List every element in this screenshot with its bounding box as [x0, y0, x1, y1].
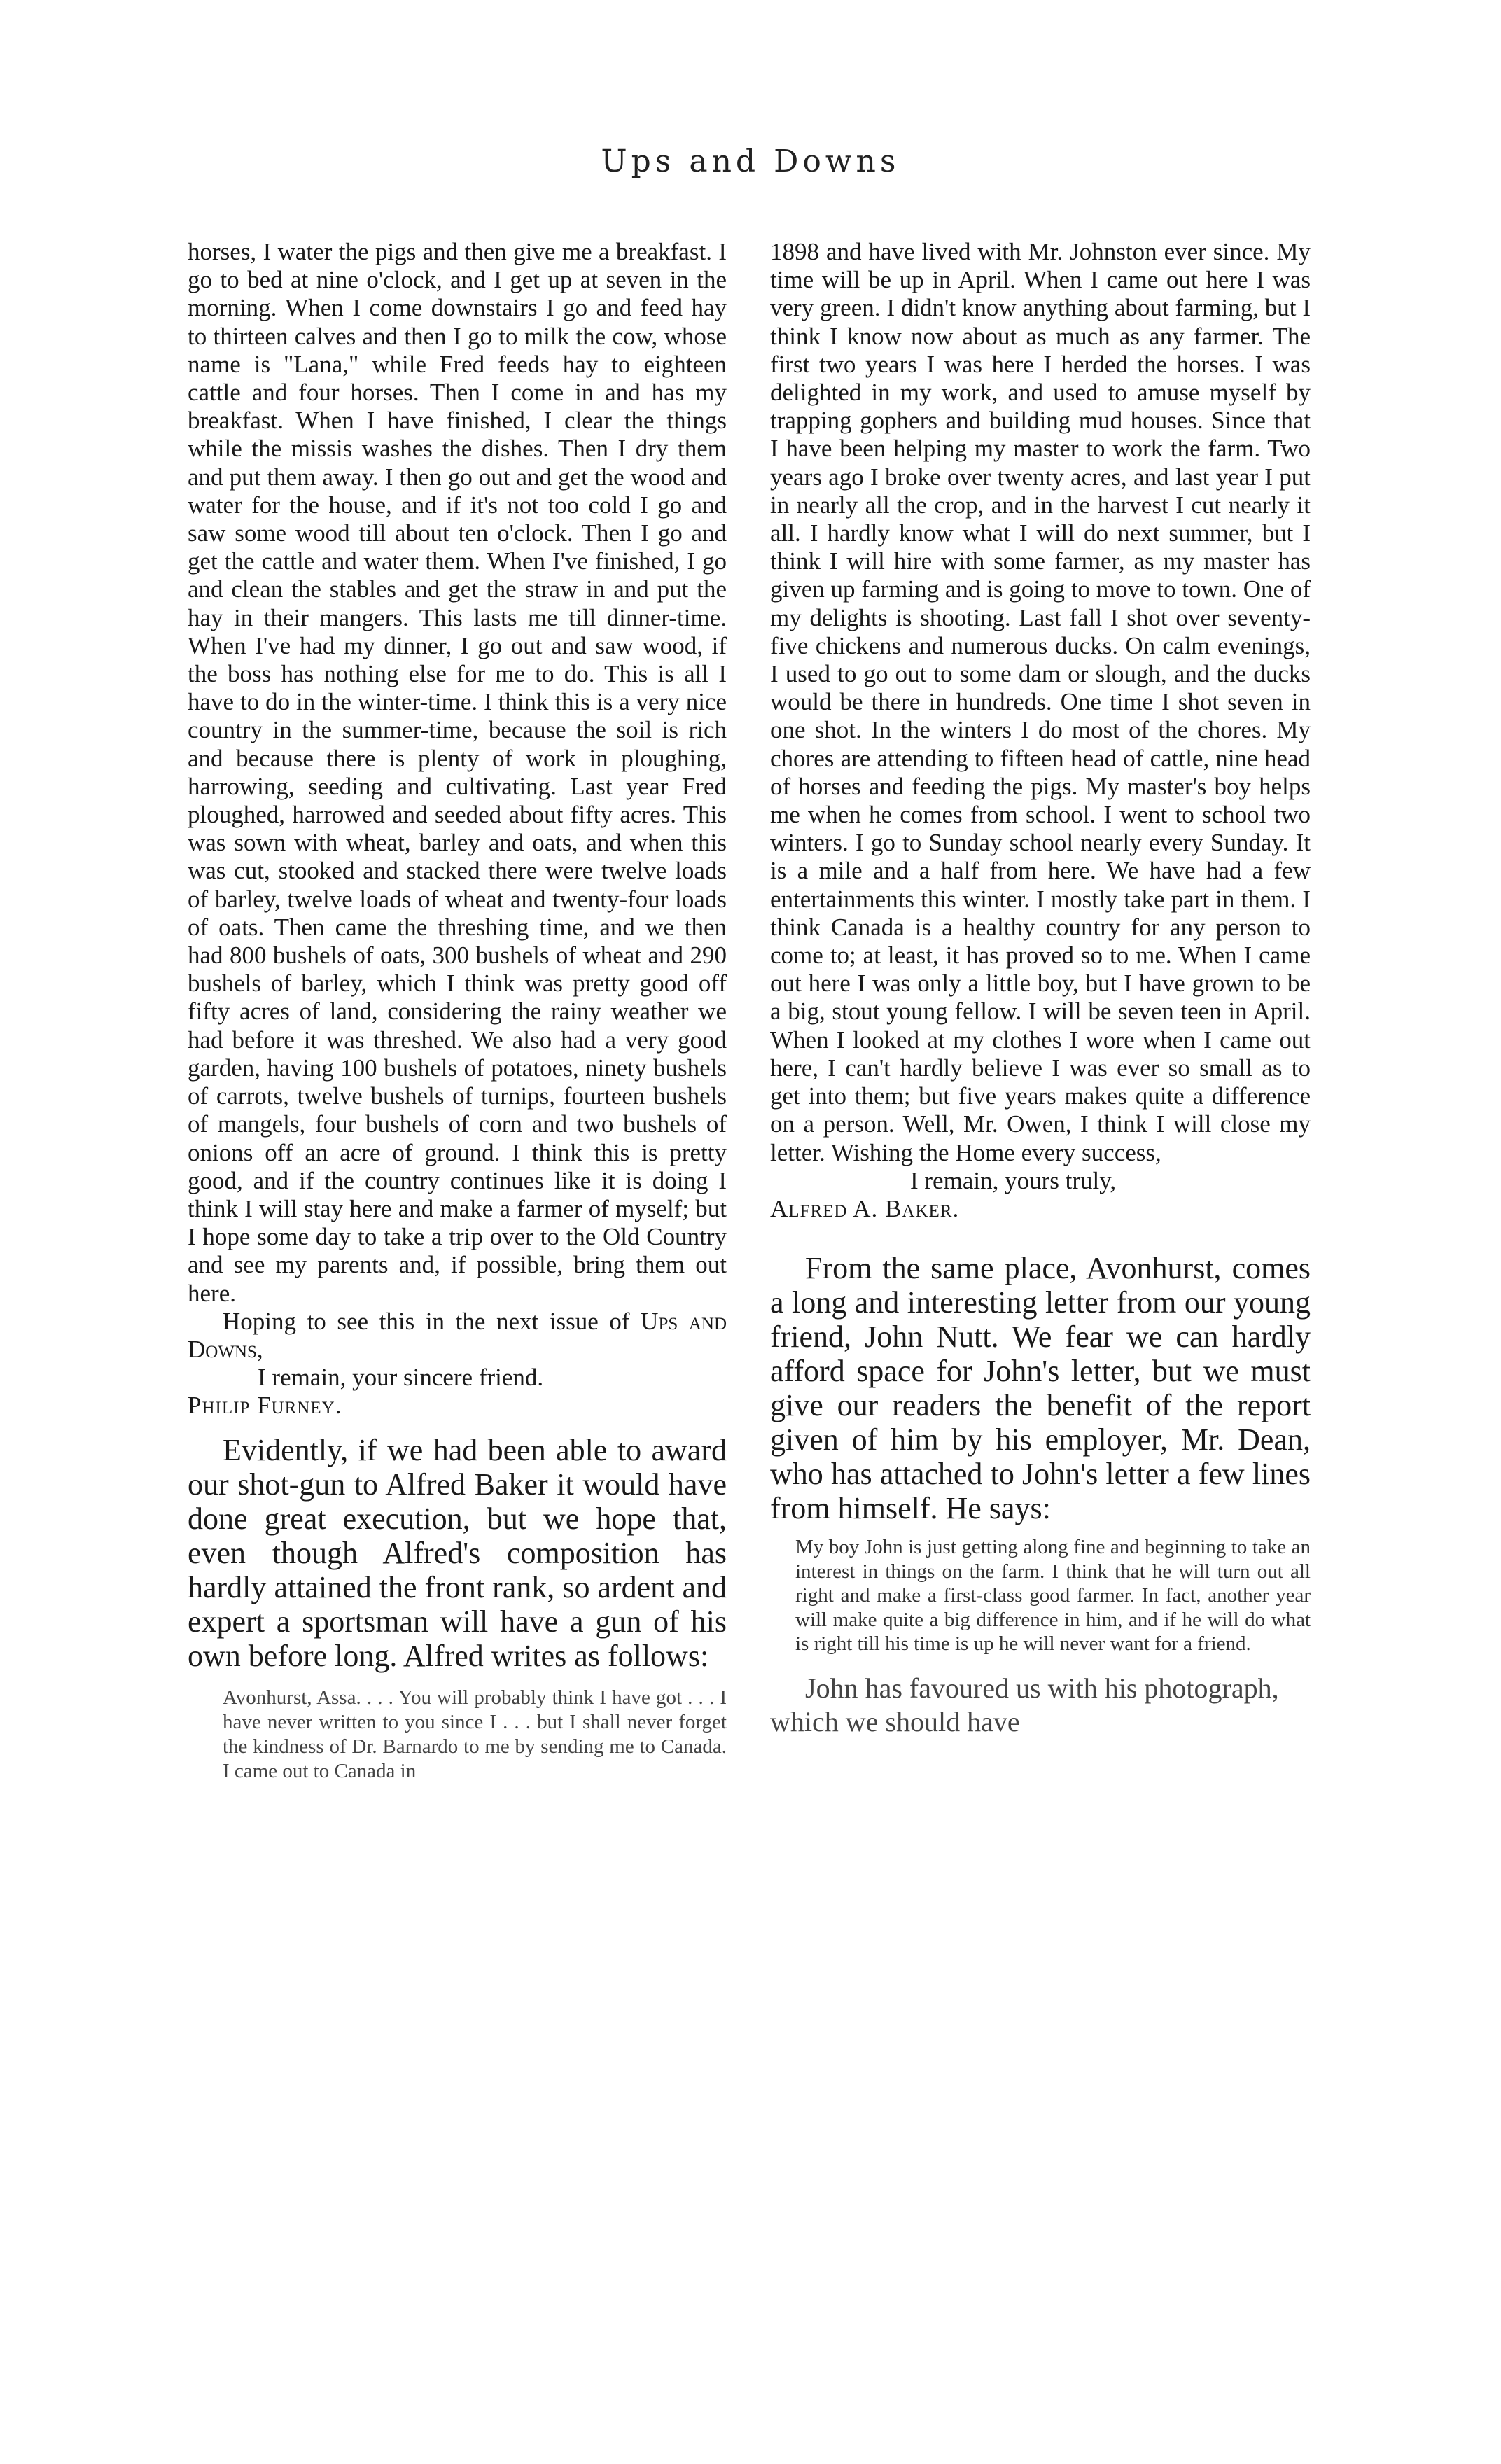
furney-closing — [188, 1308, 727, 1364]
baker-signoff: I remain, yours truly, — [910, 1166, 1117, 1194]
baker-letter-start: Avonhurst, Assa. . . . You will probably think I have got . . . I have never written to you since I . . . but I shall never forget the kindness of Dr. Barnardo to me by sending me to Canada. I came out to Canada in — [223, 1686, 727, 1782]
furney-letter-body: horses, I water the pigs and then give me a breakfast. I go to bed at nine o'clock, and I get up at seven in the morning. When I come downstairs I go and feed hay to thirteen calves and then I go to milk the cow, whose name is "Lana," while Fred feeds hay to eighteen cattle and four horses. Then I come in and has my breakfast. When I have finished, I clear the things while the missis washes the dishes. Then I dry them and put them away. I then go out and get the wood and water for the house, and if it's not too cold I go and saw some wood till about ten o'clock. Then I go and get the cattle and water them. When I've finished, I go and clean the stables and get the straw in and put the hay in their mangers. This lasts me till dinner-time. When I've had my dinner, I go out and saw wood, if the boss has nothing else for me to do. This is all I have to do in the winter-time. I think this is a very nice country in the summer-time, because the soil is rich and because there is plenty of work in ploughing, harrowing, seeding and cultivating. Last year Fred ploughed, harrowed and seeded about fifty acres. This was sown with wheat, barley and oats, and when this was cut, stooked and stacked there were twelve loads of barley, twelve loads of wheat and twenty-four loads of oats. Then came the threshing time, and we then had 800 bushels of oats, 300 bushels of wheat and 290 bushels of barley, which I think was pretty good off fifty acres of land, considering the rainy weather we had before it was threshed. We also had a very good garden, having 100 bushels of potatoes, ninety bushels of carrots, twelve bushels of turnips, fourteen bushels of mangels, four bushels of corn and two bushels of onions off an acre of ground. I think this is pretty good, and if the country continues like it is doing I think I will stay here and make a farmer of myself; but I hope some day to take a trip over to the Old Country and see my parents and, if possible, bring them out here. — [188, 238, 727, 1307]
nutt-editor-intro: From the same place, Avonhurst, comes a long and interesting letter from our young friend, John Nutt. We fear we can hardly afford space for John's letter, but we must give our readers the benefit of the report given of him by his employer, Mr. Dean, who has attached to John's letter a few lines from himself. He says: — [770, 1251, 1311, 1526]
furney-signoff: I remain, your sincere friend. — [258, 1364, 544, 1392]
left-column — [188, 238, 727, 1784]
right-column — [770, 238, 1311, 1739]
magazine-name: Ups and Downs, — [188, 1307, 727, 1363]
baker-letter-body: 1898 and have lived with Mr. Johnston ever since. My time will be up in April. When I came out here I was very green. I didn't know anything about farming, but I think I know now about as much as any farmer. The first two years I was here I herded the horses. I was delighted in my work, and used to amuse myself by trapping gophers and building mud houses. Since that I have been helping my master to work the farm. Two years ago I broke over twenty acres, and last year I put in nearly all the crop, and in the harvest I cut nearly it all. I hardly know what I will do next summer, but I think I will hire with some farmer, as my master has given up farming and is going to move to town. One of my delights is shooting. Last fall I shot over seventy-five chickens and numerous ducks. On calm evenings, I used to go out to some dam or slough, and the ducks would be there in hundreds. One time I shot seven in one shot. In the winters I do most of the chores. My chores are attending to fifteen head of cattle, nine head of horses and feeding the pigs. My master's boy helps me when he comes from school. I went to school two winters. I go to Sunday school nearly every Sunday. It is a mile and a half from here. We have had a few entertainments this winter. I mostly take part in them. I think Canada is a healthy country for any person to come to; at least, it has proved so to me. When I came out here I was only a little boy, but I have grown to be a big, stout young fellow. I will be seven teen in April. When I looked at my clothes I wore when I came out here, I can't hardly believe I was ever so small as to get into them; but five years makes quite a difference on a person. Well, Mr. Owen, I think I will close my letter. Wishing the Home every success, — [770, 238, 1311, 1166]
baker-signature: Alfred A. Baker. — [770, 1194, 960, 1222]
baker-editor-intro: Evidently, if we had been able to award our shot-gun to Alfred Baker it would have done great execution, but we hope that, even though Alfred's composition has hardly attained the front rank, so ardent and expert a sportsman will have a gun of his own before long. Alfred writes as follows: — [188, 1432, 727, 1673]
closing-text: Hoping to see this in the next issue of — [223, 1307, 630, 1335]
nutt-trailing-text: John has favoured us with his photograph, which we should have — [770, 1672, 1279, 1737]
page-header: Ups and Downs — [601, 144, 900, 179]
furney-signature: Philip Furney. — [188, 1392, 342, 1420]
employer-note: My boy John is just getting along fine and beginning to take an interest in things on the farm. I think that he will turn out all right and make a first-class good farmer. In fact, another year will make quite a big difference in him, and if he will do what is right till his time is up he will never want for a friend. — [795, 1536, 1311, 1656]
